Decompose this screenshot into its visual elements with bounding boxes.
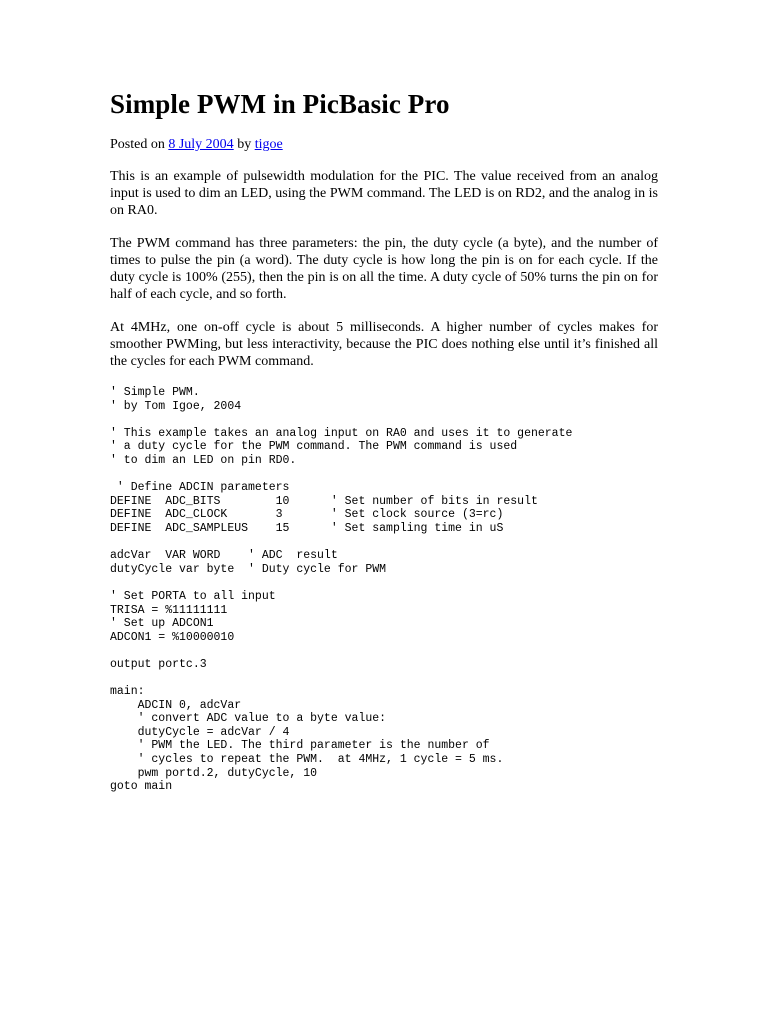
page-title: Simple PWM in PicBasic Pro (110, 89, 450, 119)
post-meta (110, 136, 658, 153)
author-link[interactable]: tigoe (254, 137, 283, 152)
by-label: by (233, 137, 255, 152)
intro-paragraph: This is an example of pulsewidth modulation for the PIC. The value received from an analog input is used to dim an LED, using the PWM command. The LED is on RD2, and the analog in is on RA0. (110, 169, 658, 218)
pwm-parameters-paragraph: The PWM command has three parameters: the pin, the duty cycle (a byte), and the number of times to pulse the pin (a word). The duty cycle is how long the pin is on for each cycle. If the duty cycle is 100% (255), then the pin is on all the time. A duty cycle of 50% turns the pin on for half of each cycle, and so forth. (110, 236, 658, 302)
article (110, 86, 658, 794)
code-listing: ' Simple PWM. ' by Tom Igoe, 2004 ' This example takes an analog input on RA0 and uses it to generate ' a duty cycle for the PWM command. The PWM command is used ' to dim an LED on pin RD0. ' Define ADCIN parameters DEFINE ADC_BITS 10 ' Set number of bits in result DEFINE ADC_CLOCK 3 ' Set clock source (3=rc) DEFINE ADC_SAMPLEUS 15 ' Set sampling time in uS adcVar VAR WORD ' ADC result dutyCycle var byte ' Duty cycle for PWM ' Set PORTA to all input TRISA = %11111111 ' Set up ADCON1 ADCON1 = %10000010 output portc.3 main: ADCIN 0, adcVar ' convert ADC value to a byte value: dutyCycle = adcVar / 4 ' PWM the LED. The third parameter is the number of ' cycles to repeat the PWM. at 4MHz, 1 cycle = 5 ms. pwm portd.2, dutyCycle, 10 goto main (110, 386, 573, 794)
post-date-link[interactable]: 8 July 2004 (168, 137, 234, 152)
posted-on-label: Posted on (110, 137, 169, 152)
timing-paragraph: At 4MHz, one on-off cycle is about 5 milliseconds. A higher number of cycles makes for smoother PWMing, but less interactivity, because the PIC does nothing else until it’s finished all the cycles for each PWM command. (110, 320, 658, 369)
